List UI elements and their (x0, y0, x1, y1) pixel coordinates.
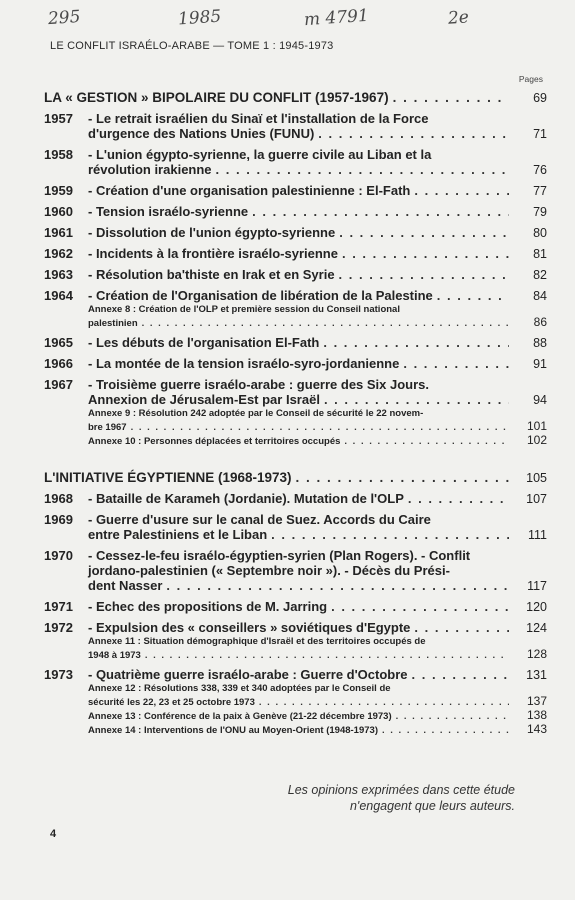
annex-text: Annexe 13 : Conférence de la paix à Genève (21-22 décembre 1973) (88, 711, 392, 722)
toc-entry (44, 356, 547, 372)
entry-line (88, 512, 547, 527)
entry-line (88, 578, 547, 594)
dot-leader (382, 725, 509, 737)
entry-line (88, 563, 547, 578)
running-head: LE CONFLIT ISRAÉLO-ARABE — TOME 1 : 1945-1973 (50, 40, 334, 52)
dot-leader (131, 422, 509, 434)
section-title-block (44, 90, 547, 106)
dot-leader (296, 470, 509, 485)
dot-leader (403, 356, 509, 371)
entry-title: - Cessez-le-feu israélo-égyptien-syrien (Plan Rogers). - Conflit (88, 548, 471, 563)
entry-body (88, 246, 547, 262)
dot-leader (339, 267, 509, 282)
toc-entry (44, 111, 547, 142)
entry-line (88, 111, 547, 126)
annex-item (88, 408, 547, 434)
page-ref: 82 (533, 268, 547, 282)
entry-year: 1965 (44, 335, 73, 350)
annex-text: palestinien (88, 318, 138, 329)
annex-text: Annexe 10 : Personnes déplacées et territoires occupés (88, 436, 341, 447)
entry-body (88, 599, 547, 615)
annex-line (88, 434, 547, 448)
entry-title: - Echec des propositions de M. Jarring (88, 599, 328, 614)
section-title: LA « GESTION » BIPOLAIRE DU CONFLIT (1957-1967) (44, 90, 389, 105)
page-ref: 120 (526, 600, 547, 614)
entry-line (88, 620, 547, 636)
entry-line (88, 183, 547, 199)
entry-body (88, 267, 547, 283)
entry-title: - Troisième guerre israélo-arabe : guerre des Six Jours. (88, 377, 430, 392)
entry-year: 1963 (44, 267, 73, 282)
entry-title: - Tension israélo-syrienne (88, 204, 249, 219)
page-ref: 111 (527, 528, 547, 542)
toc-entry (44, 667, 547, 737)
annex-text: Annexe 14 : Interventions de l'ONU au Moyen-Orient (1948-1973) (88, 725, 378, 736)
page-number: 4 (50, 828, 57, 840)
entry-title-block (88, 667, 547, 683)
entry-year: 1964 (44, 288, 73, 303)
entry-year: 1960 (44, 204, 73, 219)
entry-body (88, 225, 547, 241)
entry-line (88, 267, 547, 283)
entry-line (88, 527, 547, 543)
annex-item (88, 434, 547, 448)
entry-line (88, 548, 547, 563)
entry-line (88, 491, 547, 507)
dot-leader (342, 246, 509, 261)
annex-text: 1948 à 1973 (88, 650, 141, 661)
disclaimer-line: Les opinions exprimées dans cette étude (287, 783, 515, 797)
entry-line (88, 288, 547, 304)
entry-title-block (88, 620, 547, 636)
toc-entry (44, 335, 547, 351)
dot-leader (437, 288, 509, 303)
entry-year: 1972 (44, 620, 73, 635)
entry-body (88, 491, 547, 507)
entry-title-block (88, 246, 547, 262)
entry-year: 1973 (44, 667, 73, 682)
page-ref: 105 (526, 471, 547, 485)
handwritten-note-3: m 4791 (303, 5, 370, 31)
page-ref: 77 (533, 184, 547, 198)
dot-leader (259, 697, 509, 709)
dot-leader (216, 162, 509, 177)
annex-item (88, 723, 547, 737)
entry-body (88, 335, 547, 351)
entry-title-block (88, 147, 547, 178)
entry-title: d'urgence des Nations Unies (FUNU) (88, 126, 315, 141)
page-ref: 91 (533, 357, 547, 371)
entry-line (88, 377, 547, 392)
toc-entry (44, 491, 547, 507)
page-ref: 117 (527, 579, 547, 593)
toc-entry (44, 246, 547, 262)
toc-entry (44, 288, 547, 330)
entry-year: 1962 (44, 246, 73, 261)
annex-line (88, 636, 547, 648)
page-ref: 101 (526, 419, 547, 433)
entry-body (88, 548, 547, 594)
entry-title-block (88, 512, 547, 543)
page-ref: 76 (533, 163, 547, 177)
dot-leader (344, 436, 509, 448)
handwritten-note-4: 2e (447, 7, 470, 29)
entry-title-block (88, 111, 547, 142)
entry-year: 1970 (44, 548, 73, 563)
entry-title-block (88, 288, 547, 304)
annex-text: Annexe 11 : Situation démographique d'Israël et des territoires occupés de (88, 636, 426, 647)
section-line (44, 470, 547, 486)
section-heading (44, 90, 547, 106)
toc-entry (44, 183, 547, 199)
toc-entry (44, 204, 547, 220)
entry-title: - L'union égypto-syrienne, la guerre civile au Liban et la (88, 147, 432, 162)
entry-body (88, 111, 547, 142)
entry-year: 1969 (44, 512, 73, 527)
page-ref: 71 (533, 127, 547, 141)
handwritten-note-1: 295 (47, 6, 82, 30)
page-ref: 94 (533, 393, 547, 407)
dot-leader (412, 667, 509, 682)
entry-body (88, 204, 547, 220)
annex-item (88, 709, 547, 723)
dot-leader (142, 318, 509, 330)
dot-leader (145, 650, 509, 662)
entry-line (88, 147, 547, 162)
page-ref: 128 (526, 647, 547, 661)
dot-leader (252, 204, 509, 219)
entry-line (88, 335, 547, 351)
entry-title: révolution irakienne (88, 162, 212, 177)
entry-line (88, 392, 547, 408)
section-title-block (44, 470, 547, 486)
entry-title-block (88, 204, 547, 220)
annex-item (88, 636, 547, 662)
entry-year: 1961 (44, 225, 73, 240)
entry-title-block (88, 225, 547, 241)
annex-text: Annexe 9 : Résolution 242 adoptée par le Conseil de sécurité le 22 novem- (88, 408, 424, 419)
entry-body (88, 147, 547, 178)
entry-title-block (88, 548, 547, 594)
disclaimer-line: n'engagent que leurs auteurs. (349, 799, 515, 813)
entry-title: - Guerre d'usure sur le canal de Suez. Accords du Caire (88, 512, 431, 527)
toc-entry (44, 599, 547, 615)
page-ref: 131 (526, 668, 547, 682)
entry-title-block (88, 267, 547, 283)
dot-leader (324, 392, 509, 407)
handwritten-note-2: 1985 (177, 6, 222, 30)
entry-title-block (88, 335, 547, 351)
page-ref: 84 (533, 289, 547, 303)
entry-year: 1958 (44, 147, 73, 162)
disclaimer (288, 782, 515, 814)
toc-entry (44, 377, 547, 448)
section-title: L'INITIATIVE ÉGYPTIENNE (1968-1973) (44, 470, 292, 485)
page-ref: 143 (526, 722, 547, 736)
entry-title: - Quatrième guerre israélo-arabe : Guerre d'Octobre (88, 667, 408, 682)
entry-title: dent Nasser (88, 578, 163, 593)
entry-year: 1971 (44, 599, 73, 614)
entry-year: 1967 (44, 377, 73, 392)
entry-line (88, 162, 547, 178)
page-ref: 79 (533, 205, 547, 219)
entry-line (88, 599, 547, 615)
entry-body (88, 512, 547, 543)
dot-leader (339, 225, 509, 240)
page-ref: 81 (533, 247, 547, 261)
dot-leader (166, 578, 509, 593)
page-ref: 107 (526, 492, 547, 506)
entry-title-block (88, 491, 547, 507)
entry-title: - Expulsion des « conseillers » soviétiques d'Egypte (88, 620, 411, 635)
annex-line (88, 683, 547, 695)
entry-line (88, 356, 547, 372)
annex-line (88, 420, 547, 434)
entry-title-block (88, 356, 547, 372)
annex-line (88, 695, 547, 709)
entry-line (88, 204, 547, 220)
annex-text: Annexe 8 : Création de l'OLP et première session du Conseil national (88, 304, 400, 315)
entry-year: 1959 (44, 183, 73, 198)
section-heading (44, 470, 547, 486)
page-ref: 124 (526, 621, 547, 635)
dot-leader (318, 126, 509, 141)
dot-leader (271, 527, 509, 542)
entry-title: - Résolution ba'thiste en Irak et en Syrie (88, 267, 335, 282)
entry-year: 1966 (44, 356, 73, 371)
dot-leader (396, 711, 509, 723)
dot-leader (414, 620, 509, 635)
entry-title: - Incidents à la frontière israélo-syrienne (88, 246, 338, 261)
dot-leader (414, 183, 509, 198)
annex-text: Annexe 12 : Résolutions 338, 339 et 340 adoptées par le Conseil de (88, 683, 391, 694)
annex-line (88, 408, 547, 420)
entry-title-block (88, 599, 547, 615)
page-ref: 69 (533, 91, 547, 105)
entry-title: - Création de l'Organisation de libération de la Palestine (88, 288, 433, 303)
entry-body (88, 356, 547, 372)
entry-body (88, 667, 547, 737)
page-ref: 138 (526, 708, 547, 722)
annex-text: bre 1967 (88, 422, 127, 433)
page-ref: 86 (533, 315, 547, 329)
entry-year: 1957 (44, 111, 73, 126)
dot-leader (393, 90, 509, 105)
toc-entry (44, 620, 547, 662)
entry-title: - Les débuts de l'organisation El-Fath (88, 335, 320, 350)
toc-entry (44, 147, 547, 178)
page-ref: 137 (526, 694, 547, 708)
annex-line (88, 304, 547, 316)
entry-body (88, 183, 547, 199)
entry-title-block (88, 183, 547, 199)
annex-item (88, 683, 547, 709)
entry-body (88, 288, 547, 330)
page-ref: 88 (533, 336, 547, 350)
entry-title: jordano-palestinien (« Septembre noir »). - Décès du Prési- (88, 563, 450, 578)
section-spacer (44, 448, 547, 470)
entry-title: entre Palestiniens et le Liban (88, 527, 268, 542)
entry-line (88, 667, 547, 683)
toc-entry (44, 267, 547, 283)
dot-leader (331, 599, 509, 614)
entry-line (88, 246, 547, 262)
entry-line (88, 225, 547, 241)
toc-entry (44, 225, 547, 241)
entry-line (88, 126, 547, 142)
entry-title: - Création d'une organisation palestinienne : El-Fath (88, 183, 411, 198)
annex-line (88, 723, 547, 737)
entry-title: Annexion de Jérusalem-Est par Israël (88, 392, 320, 407)
dot-leader (323, 335, 509, 350)
dot-leader (408, 491, 509, 506)
entry-body (88, 377, 547, 448)
entry-title: - La montée de la tension israélo-syro-jordanienne (88, 356, 400, 371)
toc-entry (44, 548, 547, 594)
page-ref: 80 (533, 226, 547, 240)
entry-title: - Bataille de Karameh (Jordanie). Mutation de l'OLP (88, 491, 404, 506)
annex-line (88, 709, 547, 723)
table-of-contents (44, 90, 547, 737)
section-line (44, 90, 547, 106)
annex-text: sécurité les 22, 23 et 25 octobre 1973 (88, 697, 255, 708)
annex-item (88, 304, 547, 330)
annex-line (88, 316, 547, 330)
entry-title-block (88, 377, 547, 408)
toc-entry (44, 512, 547, 543)
entry-year: 1968 (44, 491, 73, 506)
pages-column-label: Pages (518, 74, 543, 84)
entry-body (88, 620, 547, 662)
page-ref: 102 (526, 433, 547, 447)
annex-line (88, 648, 547, 662)
entry-title: - Le retrait israélien du Sinaï et l'installation de la Force (88, 111, 429, 126)
entry-title: - Dissolution de l'union égypto-syrienne (88, 225, 336, 240)
